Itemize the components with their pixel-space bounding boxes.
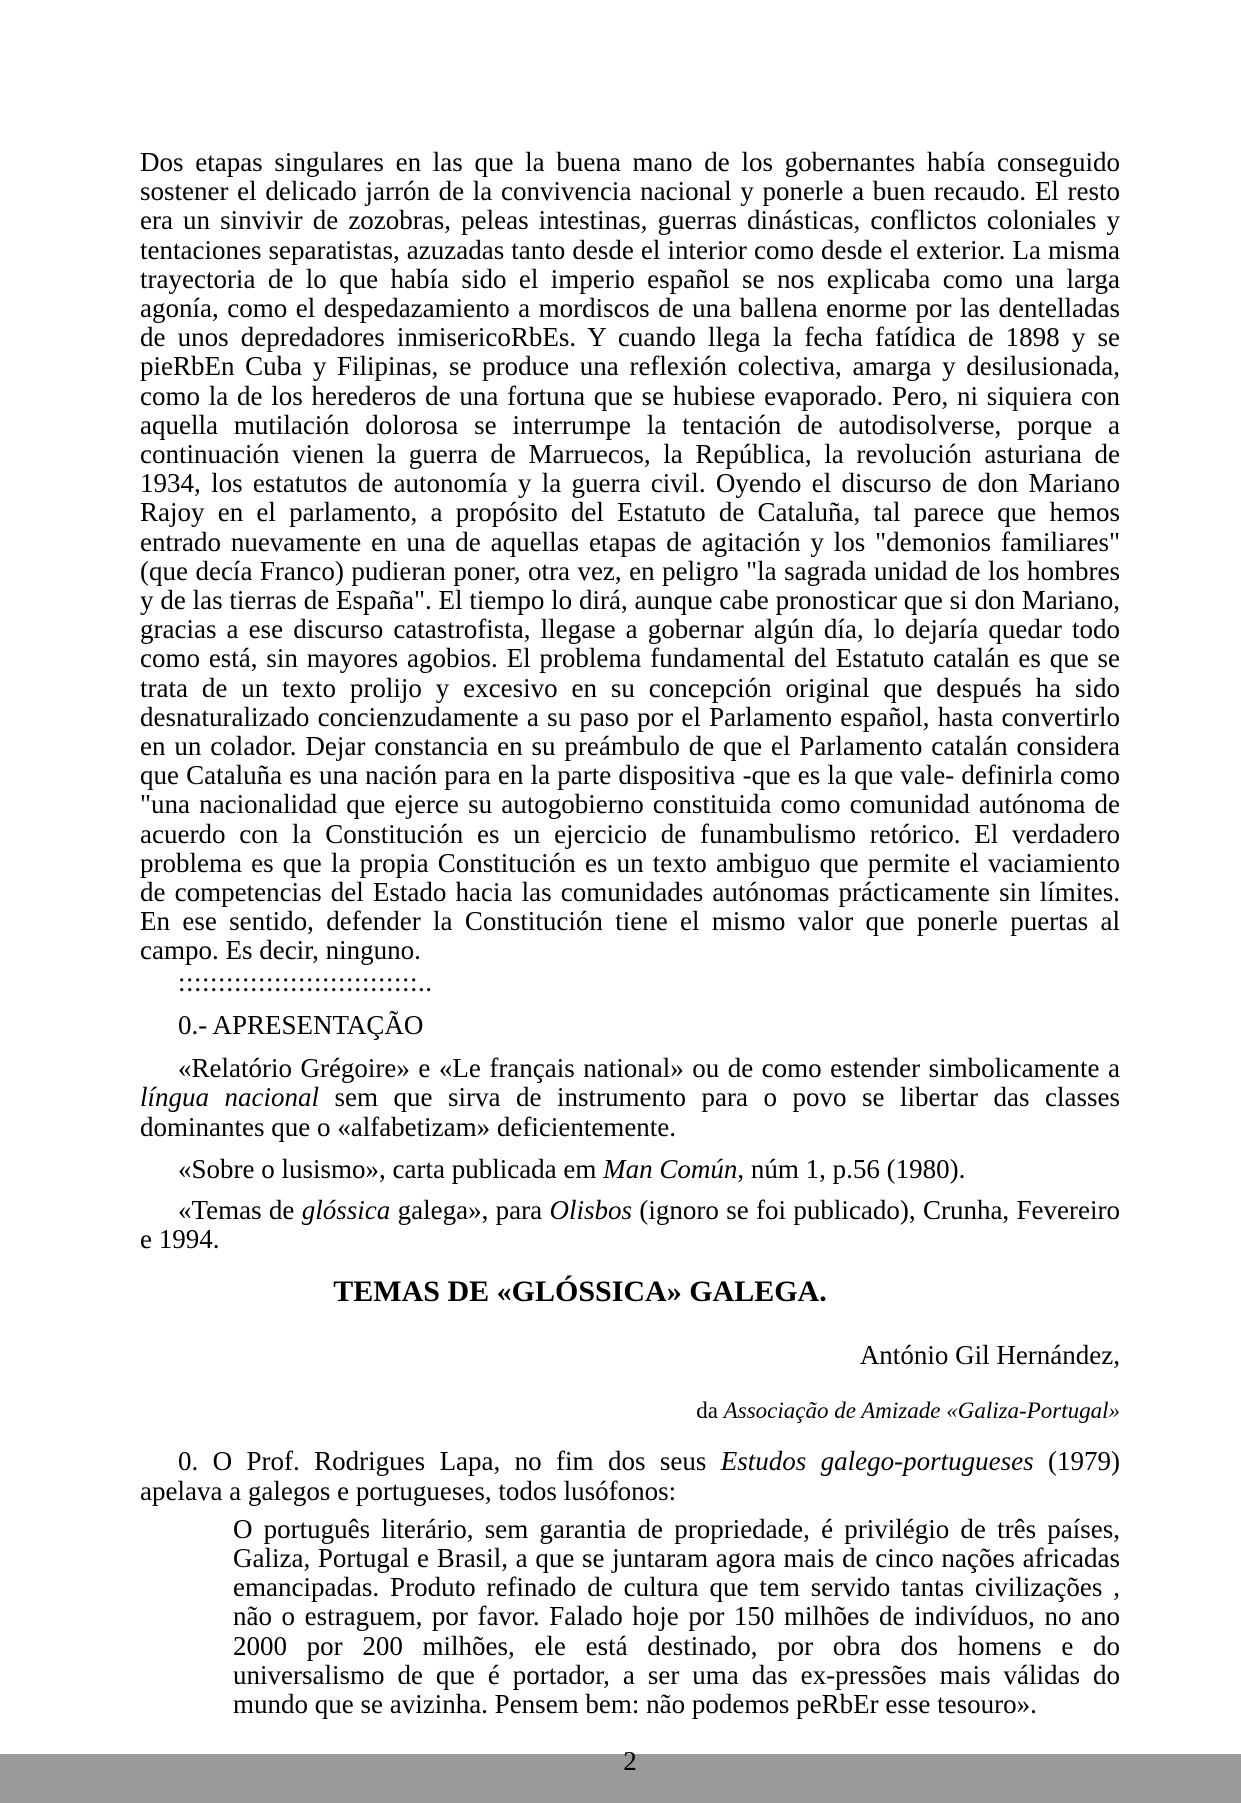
paragraph-sobre-o-lusismo: «Sobre o lusismo», carta publicada em Man Común, núm 1, p.56 (1980). [178,1153,966,1184]
section-heading: 0.- APRESENTAÇÃO [178,1009,424,1040]
paragraph-temas: «Temas de glóssica galega», para Olisbos (ignoro se foi publicado), Crunha, Fevereiro e 1994. [140,1194,1120,1255]
paragraph-rodrigues-lapa: 0. O Prof. Rodrigues Lapa, no fim dos seus Estudos galego-portugueses (1979) apelava a galegos e portugueses, todos lusófonos: [140,1446,1121,1506]
text-column [140,148,1120,1803]
dotted-separator: ::::::::::::::::::::::::::::::.. [178,966,433,997]
author-affiliation: da Associação de Amizade «Galiza-Portugal» [696,1398,1120,1424]
page-number: 2 [623,1746,637,1777]
lead-paragraph: Dos etapas singulares en las que la buena mano de los gobernantes había conseguido sostener el delicado jarrón de la convivencia nacional y ponerle a buen recaudo. El resto era un sinvivir de zozobras, peleas intestinas, guerras dinásticas, conflictos coloniales y tentaciones separatistas, azuzadas tanto desde el interior como desde el exterior. La misma trayectoria de lo que había sido el imperio español se nos explicaba como una larga agonía, como el despedazamiento a mordiscos de una ballena enorme por las dentelladas de unos depredadores inmisericoRbEs. Y cuando llega la fecha fatídica de 1898 y se pieRbEn Cuba y Filipinas, se produce una reflexión colectiva, amarga y desilusionada, como la de los herederos de una fortuna que se hubiese evaporado. Pero, ni siquiera con aquella mutilación dolorosa se interrumpe la tentación de autodisolverse, porque a continuación vienen la guerra de Marruecos, la República, la revolución asturiana de 1934, los estatutos de autonomía y la guerra civil. Oyendo el discurso de don Mariano Rajoy en el parlamento, a propósito del Estatuto de Cataluña, tal parece que hemos entrado nuevamente en una de aquellas etapas de agitación y los "demonios familiares" (que decía Franco) pudieran poner, otra vez, en peligro "la sagrada unidad de los hombres y de las tierras de España". El tiempo lo dirá, aunque cabe pronosticar que si don Mariano, gracias a ese discurso catastrofista, llegase a gobernar algún día, lo dejaría quedar todo como está, sin mayores agobios. El problema fundamental del Estatuto catalán es que se trata de un texto prolijo y excesivo en su concepción original que después ha sido desnaturalizado concienzudamente a su paso por el Parlamento español, hasta convertirlo en un colador. Dejar constancia en su preámbulo de que el Parlamento catalán considera que Cataluña es una nación para en la parte dispositiva -que es la que vale- definirla como "una nacionalidad que ejerce su autogobierno constituida como comunidad autónoma de acuerdo con la Constitución es un ejercicio de funambulismo retórico. El verdadero problema es que la propia Constitución es un texto ambiguo que permite el vaciamiento de competencias del Estado hacia las comunidades autónomas prácticamente sin límites. En ese sentido, defender la Constitución tiene el mismo valor que ponerle puertas al campo. Es decir, ninguno. [140,147,1120,966]
article-title: TEMAS DE «GLÓSSICA» GALEGA. [333,1275,827,1309]
paragraph-relatorio: «Relatório Grégoire» e «Le français national» ou de como estender simbolicamente a língua nacional sem que sirva de instrumento para o povo se libertar das classes dominantes que o «alfabetizam» deficientemente. [140,1053,1120,1142]
author-name: António Gil Hernández, [859,1340,1120,1371]
block-quote: O português literário, sem garantia de propriedade, é privilégio de três países, Galiza, Portugal e Brasil, a que se juntaram agora mais de cinco nações africadas emancipadas. Produto refinado de cultura que tem servido tantas civilizações , não o estraguem, por favor. Falado hoje por 150 milhões de indivíduos, no ano 2000 por 200 milhões, ele está destinado, por obra dos homens e do universalismo de que é portador, a ser uma das ex-pressões mais válidas do mundo que se avizinha. Pensem bem: não podemos peRbEr esse tesouro». [233,1513,1120,1719]
